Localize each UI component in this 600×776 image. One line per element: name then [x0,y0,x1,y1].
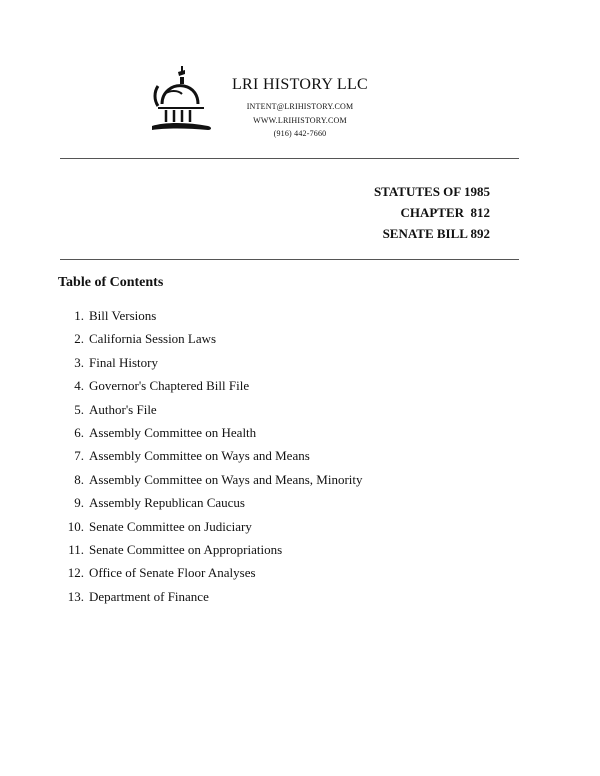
statutes-year: STATUTES OF 1985 [373,184,490,199]
toc-item [60,400,363,423]
toc-item-label: Bill Versions [89,308,157,323]
toc-item-label: Senate Committee on Appropriations [89,541,283,557]
toc-item-label: Senate Committee on Judiciary [89,518,252,534]
toc-item-number: 6. [74,424,84,440]
toc-item [60,587,363,610]
toc-item [60,540,363,563]
toc-item-label: Assembly Committee on Ways and Means, Minority [89,471,363,487]
toc-item [60,470,363,493]
toc-item-number: 13. [67,588,84,604]
toc-item [60,517,363,540]
toc-item [60,376,363,399]
toc-item [60,306,363,329]
company-phone: (916) 442-7660 [273,129,327,138]
toc-item-number: 12. [67,565,84,581]
toc-item-number: 3. [74,354,84,370]
toc-item-number: 1. [74,308,84,323]
toc-item [60,329,363,352]
capitol-dome-logo-icon [144,64,214,138]
toc-item [60,446,363,469]
toc-item-label: Department of Finance [89,588,209,604]
company-website: WWW.LRIHISTORY.COM [253,115,347,125]
toc-list [60,306,363,610]
toc-item-label: Final History [89,354,158,370]
toc-item-label: Assembly Republican Caucus [89,495,245,511]
toc-item-label: Author's File [89,401,157,417]
toc-item-number: 5. [74,401,84,417]
toc-item-label: Assembly Committee on Ways and Means [89,448,310,464]
top-divider [60,158,519,159]
toc-item-number: 2. [74,331,84,347]
toc-item-number: 11. [68,541,84,557]
toc-item [60,423,363,446]
toc-item-label: Office of Senate Floor Analyses [89,565,256,581]
company-block [210,76,390,141]
toc-item [60,353,363,376]
toc-item-number: 9. [74,495,84,511]
toc-item-number: 4. [74,378,84,394]
toc-item-number: 10. [67,518,84,534]
chapter-number: CHAPTER 812 [400,205,490,220]
toc-item [60,563,363,586]
bottom-divider [60,259,519,260]
toc-item [60,493,363,516]
toc-item-label: California Session Laws [89,331,217,347]
statute-block [374,181,490,244]
toc-item-label: Governor's Chaptered Bill File [89,378,250,394]
bill-number: SENATE BILL 892 [382,226,490,241]
toc-item-number: 8. [74,471,84,487]
toc-item-label: Assembly Committee on Health [89,424,257,440]
toc-title: Table of Contents [58,275,164,290]
toc-item-number: 7. [74,448,84,464]
company-email: INTENT@LRIHISTORY.COM [246,102,354,111]
company-name: LRI HISTORY LLC [231,76,369,93]
